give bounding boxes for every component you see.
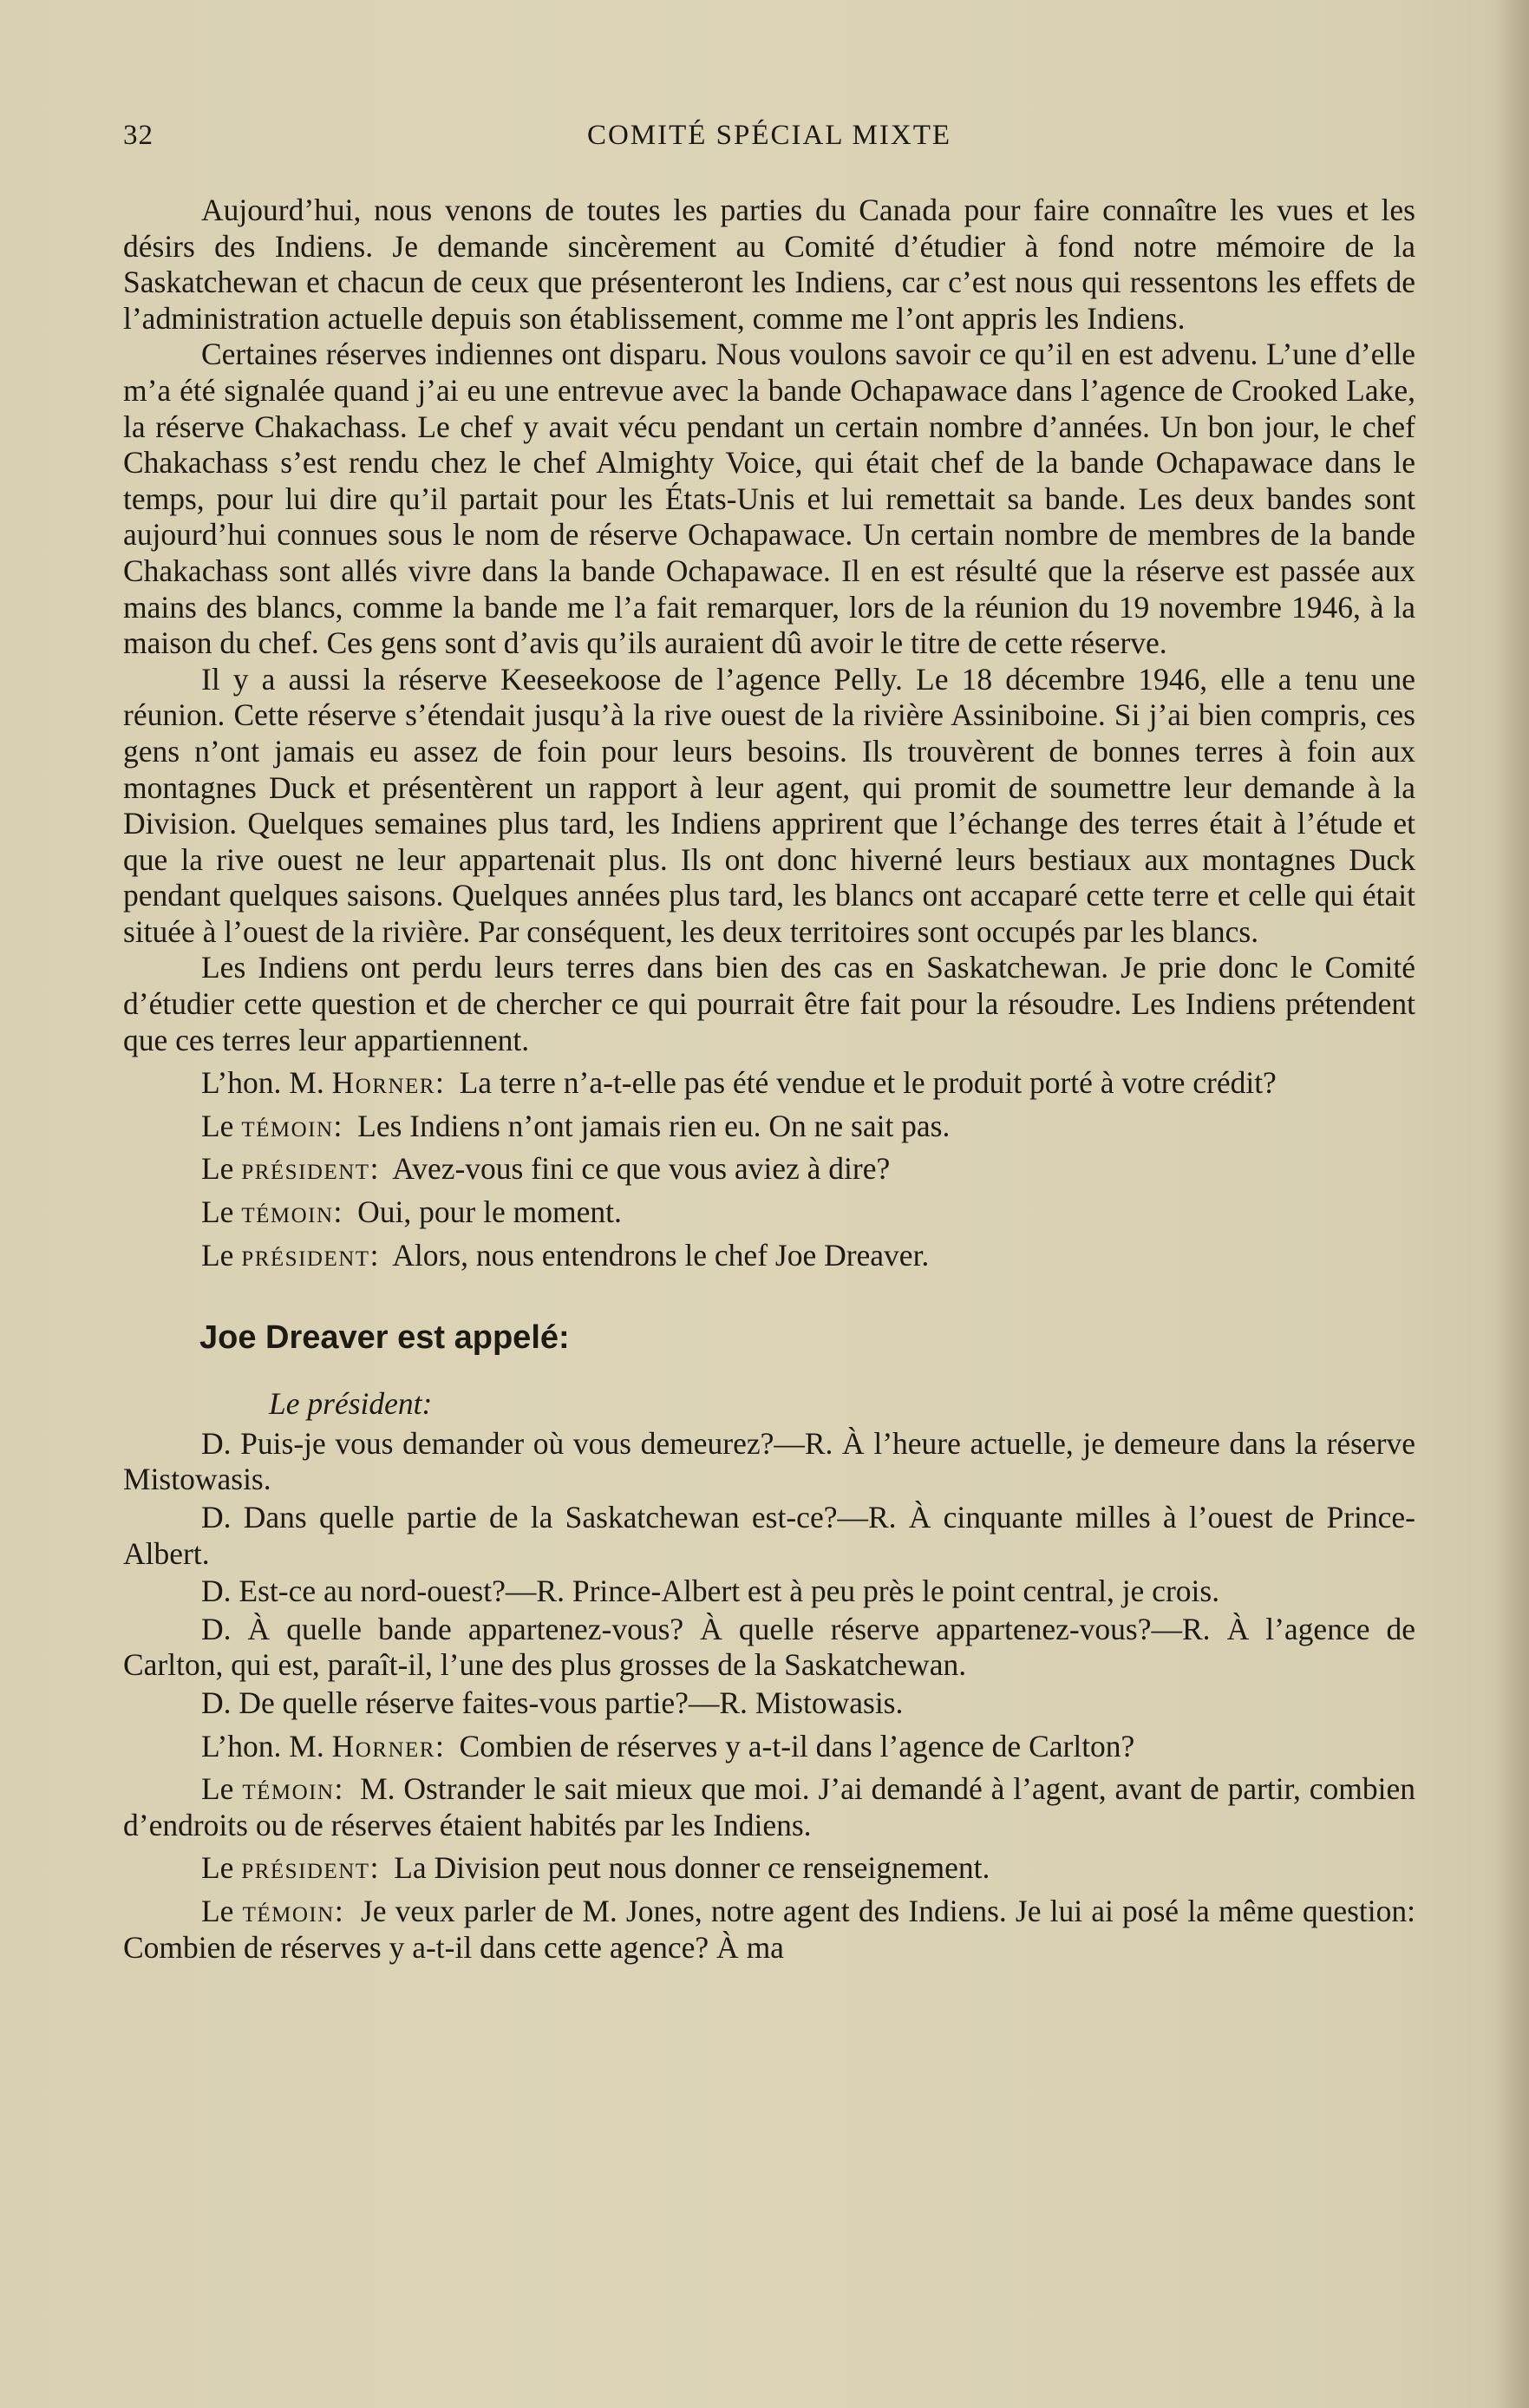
testimony-line: Le témoin: Oui, pour le moment. xyxy=(201,1194,622,1230)
speaker-name: Horner xyxy=(331,1728,435,1763)
testimony-text: Avez-vous fini ce que vous aviez à dire? xyxy=(392,1151,891,1187)
testimony-line: L’hon. M. Horner: Combien de réserves y a-t-il dans l’agence de Carlton? xyxy=(201,1728,1135,1763)
running-title: COMITÉ SPÉCIAL MIXTE xyxy=(586,120,952,151)
testimony-line: Le président: La Division peut nous donner ce renseignement. xyxy=(201,1850,990,1886)
speaker-prefix: Le xyxy=(201,1893,234,1928)
testimony-line: Le témoin: M. Ostrander le sait mieux que moi. J’ai demandé à l’agent, avant de partir, combien d’endroits ou de réserves étaient habités par les Indiens. xyxy=(123,1771,1415,1842)
testimony-text: Alors, nous entendrons le chef Joe Dreaver. xyxy=(392,1237,930,1273)
speaker-name: témoin xyxy=(241,1108,334,1143)
speaker-name: président xyxy=(241,1237,370,1273)
testimony-text: M. Ostrander le sait mieux que moi. J’ai demandé à l’agent, avant de partir, combien d’endroits ou de réserves étaient habités par les Indiens. xyxy=(123,1771,1415,1842)
speaker-prefix: Le xyxy=(201,1771,234,1807)
speaker-name: témoin xyxy=(242,1771,335,1807)
speaker-prefix: Le xyxy=(201,1850,234,1886)
speaker-name: témoin xyxy=(242,1893,335,1928)
testimony-line: Le témoin: Je veux parler de M. Jones, notre agent des Indiens. Je lui ai posé la même question: Combien de réserves y a-t-il dans cette agence? À ma xyxy=(123,1893,1415,1965)
page-header xyxy=(123,120,1415,163)
testimony-text: Je veux parler de M. Jones, notre agent des Indiens. Je lui ai posé la même question: Combien de réserves y a-t-il dans cette agence? À ma xyxy=(123,1893,1415,1965)
speaker-name: président xyxy=(241,1151,370,1187)
section-subheading: Le président: xyxy=(269,1386,433,1422)
question-answer: D. Dans quelle partie de la Saskatchewan est-ce?—R. À cinquante milles à l’ouest de Prince-Albert. xyxy=(123,1500,1415,1571)
speaker-name: Horner xyxy=(331,1065,435,1101)
speaker-prefix: Le xyxy=(201,1237,234,1273)
speaker-prefix: Le xyxy=(201,1108,234,1143)
testimony-line: Le président: Alors, nous entendrons le chef Joe Dreaver. xyxy=(201,1237,930,1273)
page-body xyxy=(123,193,1415,1966)
paragraph: Les Indiens ont perdu leurs terres dans bien des cas en Saskatchewan. Je prie donc le Comité d’étudier cette question et de chercher ce qui pourrait être fait pour la résoudre. Les Indiens prétendent que ces terres leur appartiennent. xyxy=(123,950,1415,1057)
testimony-text: La terre n’a-t-elle pas été vendue et le produit porté à votre crédit? xyxy=(459,1065,1277,1101)
speaker-prefix: Le xyxy=(201,1151,234,1187)
page-number: 32 xyxy=(123,120,154,151)
speaker-name: président xyxy=(241,1850,370,1886)
paragraph: Il y a aussi la réserve Keeseekoose de l’agence Pelly. Le 18 décembre 1946, elle a tenu une réunion. Cette réserve s’étendait jusqu’à la rive ouest de la rivière Assiniboine. Si j’ai bien compris, ces gens n’ont jamais eu assez de foin pour leurs besoins. Ils trouvèrent de bonnes terres à foin aux montagnes Duck et présentèrent un rapport à leur agent, qui promit de soumettre leur demande à la Division. Quelques semaines plus tard, les Indiens apprirent que l’échange des terres était à l’étude et que la rive ouest ne leur appartenait plus. Ils ont donc hiverné leurs bestiaux aux montagnes Duck pendant quelques saisons. Quelques années plus tard, les blancs ont accaparé cette terre et celle qui était située à l’ouest de la rivière. Par conséquent, les deux territoires sont occupés par les blancs. xyxy=(123,661,1415,949)
question-answer: D. À quelle bande appartenez-vous? À quelle réserve appartenez-vous?—R. À l’agence de Carlton, qui est, paraît-il, l’une des plus grosses de la Saskatchewan. xyxy=(123,1611,1415,1683)
question-answer: D. De quelle réserve faites-vous partie?—R. Mistowasis. xyxy=(201,1685,904,1720)
testimony-text: Les Indiens n’ont jamais rien eu. On ne sait pas. xyxy=(357,1108,951,1143)
paragraph: Certaines réserves indiennes ont disparu. Nous voulons savoir ce qu’il en est advenu. L’une d’elle m’a été signalée quand j’ai eu une entrevue avec la bande Ochapawace dans l’agence de Crooked Lake, la réserve Chakachass. Le chef y avait vécu pendant un certain nombre d’années. Un bon jour, le chef Chakachass s’est rendu chez le chef Almighty Voice, qui était chef de la bande Ochapawace dans le temps, pour lui dire qu’il partait pour les États-Unis et lui remettait sa bande. Les deux bandes sont aujourd’hui connues sous le nom de réserve Ochapawace. Un certain nombre de membres de la bande Chakachass sont allés vivre dans la bande Ochapawace. Il en est résulté que la réserve est passée aux mains des blancs, comme la bande me l’a fait remarquer, lors de la réunion du 19 novembre 1946, à la maison du chef. Ces gens sont d’avis qu’ils auraient dû avoir le titre de cette réserve. xyxy=(123,337,1415,661)
testimony-text: La Division peut nous donner ce renseignement. xyxy=(394,1850,990,1886)
testimony-line: Le président: Avez-vous fini ce que vous aviez à dire? xyxy=(201,1151,891,1187)
speaker-name: témoin xyxy=(241,1194,334,1230)
testimony-line: Le témoin: Les Indiens n’ont jamais rien eu. On ne sait pas. xyxy=(201,1108,951,1143)
question-answer: D. Puis-je vous demander où vous demeurez?—R. À l’heure actuelle, je demeure dans la réserve Mistowasis. xyxy=(123,1425,1415,1497)
page-edge-shadow xyxy=(1494,0,1529,2408)
testimony-text: Oui, pour le moment. xyxy=(357,1194,622,1230)
speaker-prefix: L’hon. M. xyxy=(201,1728,324,1763)
section-heading: Joe Dreaver est appelé: xyxy=(199,1319,570,1357)
speaker-prefix: L’hon. M. xyxy=(201,1065,324,1101)
testimony-text: Combien de réserves y a-t-il dans l’agence de Carlton? xyxy=(459,1728,1135,1763)
paragraph: Aujourd’hui, nous venons de toutes les parties du Canada pour faire connaître les vues et les désirs des Indiens. Je demande sincèrement au Comité d’étudier à fond notre mémoire de la Saskatchewan et chacun de ceux que présenteront les Indiens, car c’est nous qui ressentons les effets de l’administration actuelle depuis son établissement, comme me l’ont appris les Indiens. xyxy=(123,193,1415,336)
testimony-line: L’hon. M. Horner: La terre n’a-t-elle pas été vendue et le produit porté à votre crédit? xyxy=(201,1065,1277,1101)
question-answer: D. Est-ce au nord-ouest?—R. Prince-Albert est à peu près le point central, je crois. xyxy=(201,1574,1220,1609)
speaker-prefix: Le xyxy=(201,1194,234,1230)
